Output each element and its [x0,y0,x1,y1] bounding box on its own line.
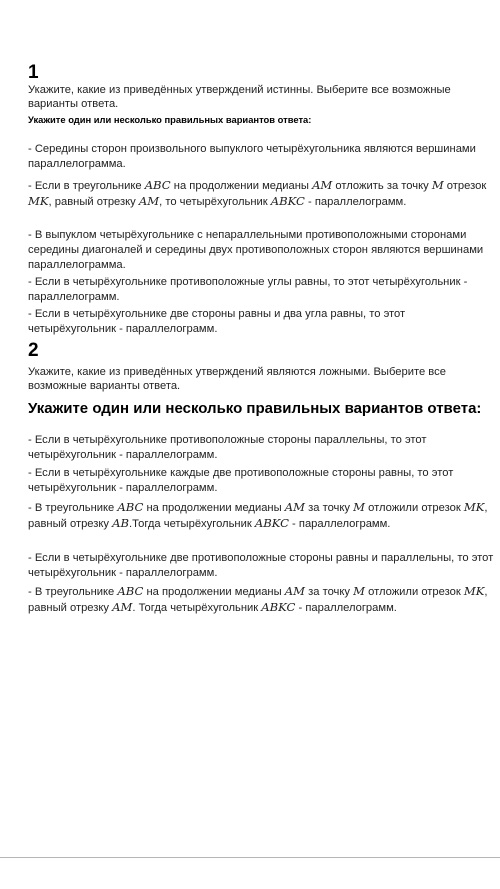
q2-option-5 [28,584,494,616]
q2-option-4: - Если в четырёхугольнике две противоположные стороны равны и параллельны, то этот четырёхугольник - параллелограмм. [28,552,494,579]
option-text: за точку [305,586,354,598]
math-symbol: MK [463,500,485,514]
option-text: . Тогда четырёхугольник [132,602,262,614]
option-text: отрезок [443,180,487,192]
question-2-prompt: Укажите, какие из приведённых утверждений являются ложными. Выберите все возможные варианты ответа. [28,366,446,392]
option-text: , то четырёхугольник [159,196,271,208]
option-text: отложить за точку [332,180,432,192]
math-symbol: ABKC [270,194,305,208]
option-text: отложили отрезок [364,502,464,514]
q2-option-1: - Если в четырёхугольнике противоположные стороны параллельны, то этот четырёхугольник - параллелограмм. [28,434,427,461]
option-text: на продолжении медианы [143,586,285,598]
math-symbol: AM [112,600,133,614]
question-1-prompt: Укажите, какие из приведённых утверждений истинны. Выберите все возможные варианты ответа. [28,84,451,110]
math-symbol: AM [138,194,160,208]
q1-option-4: - Если в четырёхугольнике противоположные углы равны, то этот четырёхугольник - параллелограмм. [28,276,468,303]
q2-option-2: - Если в четырёхугольнике каждые две противоположные стороны равны, то этот четырёхугольник - параллелограмм. [28,467,454,494]
option-text: , равный отрезку [28,586,488,614]
question-2-hint: Укажите один или несколько правильных вариантов ответа: [28,400,482,417]
q1-option-3: - В выпуклом четырёхугольнике с непараллельными противоположными сторонами середины диагоналей и середины двух противоположных сторон являются вершинами параллелограмма. [28,229,484,271]
math-symbol: AB [112,516,130,530]
math-symbol: M [353,584,365,598]
option-text: - параллелограмм. [304,196,407,208]
question-1-number: 1 [28,62,39,83]
option-text: - Если в треугольнике [28,180,145,192]
q1-option-2 [28,178,494,210]
question-1-hint: Укажите один или несколько правильных вариантов ответа: [28,114,312,125]
option-text: на продолжении медианы [143,502,285,514]
math-symbol: ABKC [254,516,289,530]
q1-option-5: - Если в четырёхугольнике две стороны равны и два угла равны, то этот четырёхугольник - параллелограмм. [28,308,406,335]
option-text: отложили отрезок [364,586,464,598]
option-text: за точку [305,502,354,514]
option-text: на продолжении медианы [170,180,313,192]
option-text: - параллелограмм. [288,518,391,530]
math-symbol: ABC [117,584,144,598]
math-symbol: AM [284,584,306,598]
option-text: - В треугольнике [28,502,118,514]
page-bottom-divider [0,857,500,858]
math-symbol: ABC [144,178,171,192]
option-text: , равный отрезку [48,196,139,208]
question-2-number: 2 [28,340,39,361]
q2-option-3 [28,500,494,532]
option-text: - параллелограмм. [295,602,397,614]
math-symbol: ABC [117,500,144,514]
option-text: , равный отрезку [28,502,488,530]
q1-option-1: - Середины сторон произвольного выпуклого четырёхугольника являются вершинами параллелограмма. [28,143,476,170]
option-text: .Тогда четырёхугольник [129,518,255,530]
math-symbol: MK [463,584,485,598]
math-symbol: AM [312,178,333,192]
math-symbol: M [353,500,365,514]
math-symbol: M [431,178,444,192]
option-text: - В треугольнике [28,586,118,598]
math-symbol: MK [28,194,49,208]
math-symbol: ABKC [261,600,296,614]
math-symbol: AM [284,500,306,514]
